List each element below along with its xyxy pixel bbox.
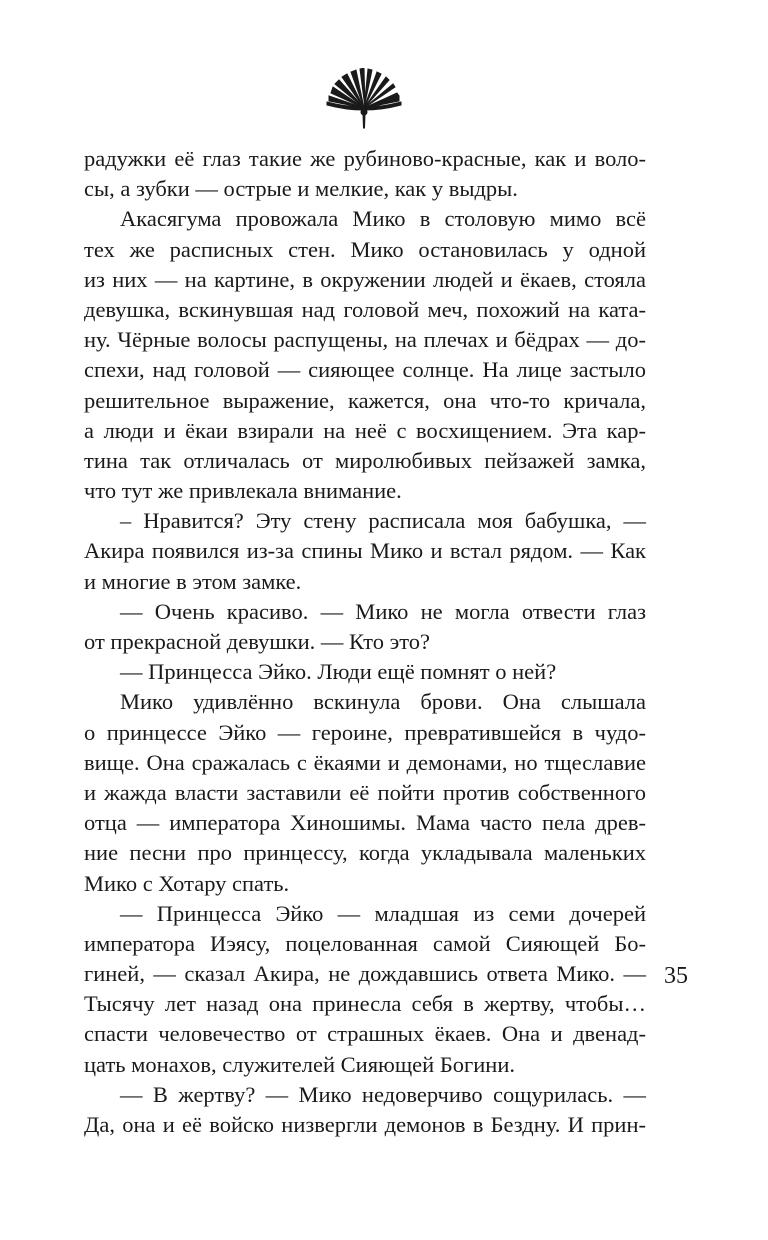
text-line: — В жертву? — Мико недоверчиво сощурилась. — xyxy=(120,1081,646,1107)
paragraph xyxy=(84,1080,646,1140)
text-line: ние песни про принцессу, когда укладывала маленьких xyxy=(84,840,646,866)
text-line: решительное выражение, кажется, она что-то кричала, xyxy=(84,387,646,413)
folding-fan-icon xyxy=(323,68,405,132)
paragraph xyxy=(84,687,646,898)
paragraph xyxy=(84,657,646,687)
text-line: и жажда власти заставили её пойти против собственного xyxy=(84,779,646,805)
text-line: отца — императора Хиношимы. Мама часто пела древ- xyxy=(84,810,646,836)
text-line: Мико с Хотару спать. xyxy=(84,870,290,896)
text-line: о принцессе Эйко — героине, превратившейся в чудо- xyxy=(84,719,646,745)
text-line: Акасягума провожала Мико в столовую мимо всё xyxy=(120,206,646,232)
text-line: тех же расписных стен. Мико остановилась у одной xyxy=(84,236,646,262)
paragraph xyxy=(84,597,646,657)
text-line: – Нравится? Эту стену расписала моя бабушка, — xyxy=(120,508,646,534)
text-line: Да, она и её войско низвергли демонов в Бездну. И прин- xyxy=(84,1112,646,1137)
text-line: — Принцесса Эйко — младшая из семи дочерей xyxy=(120,900,646,926)
paragraph xyxy=(84,899,646,1080)
page-number: 35 xyxy=(664,963,688,989)
text-line: гиней, — сказал Акира, не дождавшись ответа Мико. — xyxy=(84,961,646,987)
text-line: Тысячу лет назад она принесла себя в жертву, чтобы… xyxy=(84,991,646,1017)
paragraph xyxy=(84,506,646,597)
text-line: — Очень красиво. — Мико не могла отвести глаз xyxy=(120,598,646,624)
text-line: ну. Чёрные волосы распущены, на плечах и бёдрах — до- xyxy=(84,327,646,353)
text-line: тина так отличалась от миролюбивых пейзажей замка, xyxy=(84,447,646,473)
text-line: спехи, над головой — сияющее солнце. На лице застыло xyxy=(84,357,646,383)
text-line: Акира появился из-за спины Мико и встал рядом. — Как xyxy=(84,538,646,564)
text-line: сы, а зубки — острые и мелкие, как у выдры. xyxy=(84,176,518,202)
paragraph xyxy=(84,144,646,204)
text-line: и многие в этом замке. xyxy=(84,568,302,594)
text-line: от прекрасной девушки. — Кто это? xyxy=(84,629,431,654)
text-line: Мико удивлённо вскинула брови. Она слышала xyxy=(120,689,646,715)
text-line: вище. Она сражалась с ёкаями и демонами, но тщеславие xyxy=(84,749,646,775)
text-line: из них — на картине, в окружении людей и ёкаев, стояла xyxy=(84,266,646,292)
text-line: радужки её глаз такие же рубиново-красные, как и воло- xyxy=(84,146,646,171)
text-line: спасти человечество от страшных ёкаев. Она и двенад- xyxy=(84,1021,646,1047)
text-line: императора Иэясу, поцелованная самой Сияющей Бо- xyxy=(84,930,646,956)
page-text xyxy=(84,144,646,1140)
text-line: что тут же привлекала внимание. xyxy=(84,478,402,504)
text-line: а люди и ёкаи взирали на неё с восхищением. Эта кар- xyxy=(84,417,646,443)
paragraph xyxy=(84,204,646,506)
text-line: цать монахов, служителей Сияющей Богини. xyxy=(84,1051,515,1077)
text-line: девушка, вскинувшая над головой меч, похожий на ката- xyxy=(84,296,646,322)
text-line: — Принцесса Эйко. Люди ещё помнят о ней? xyxy=(120,659,557,685)
